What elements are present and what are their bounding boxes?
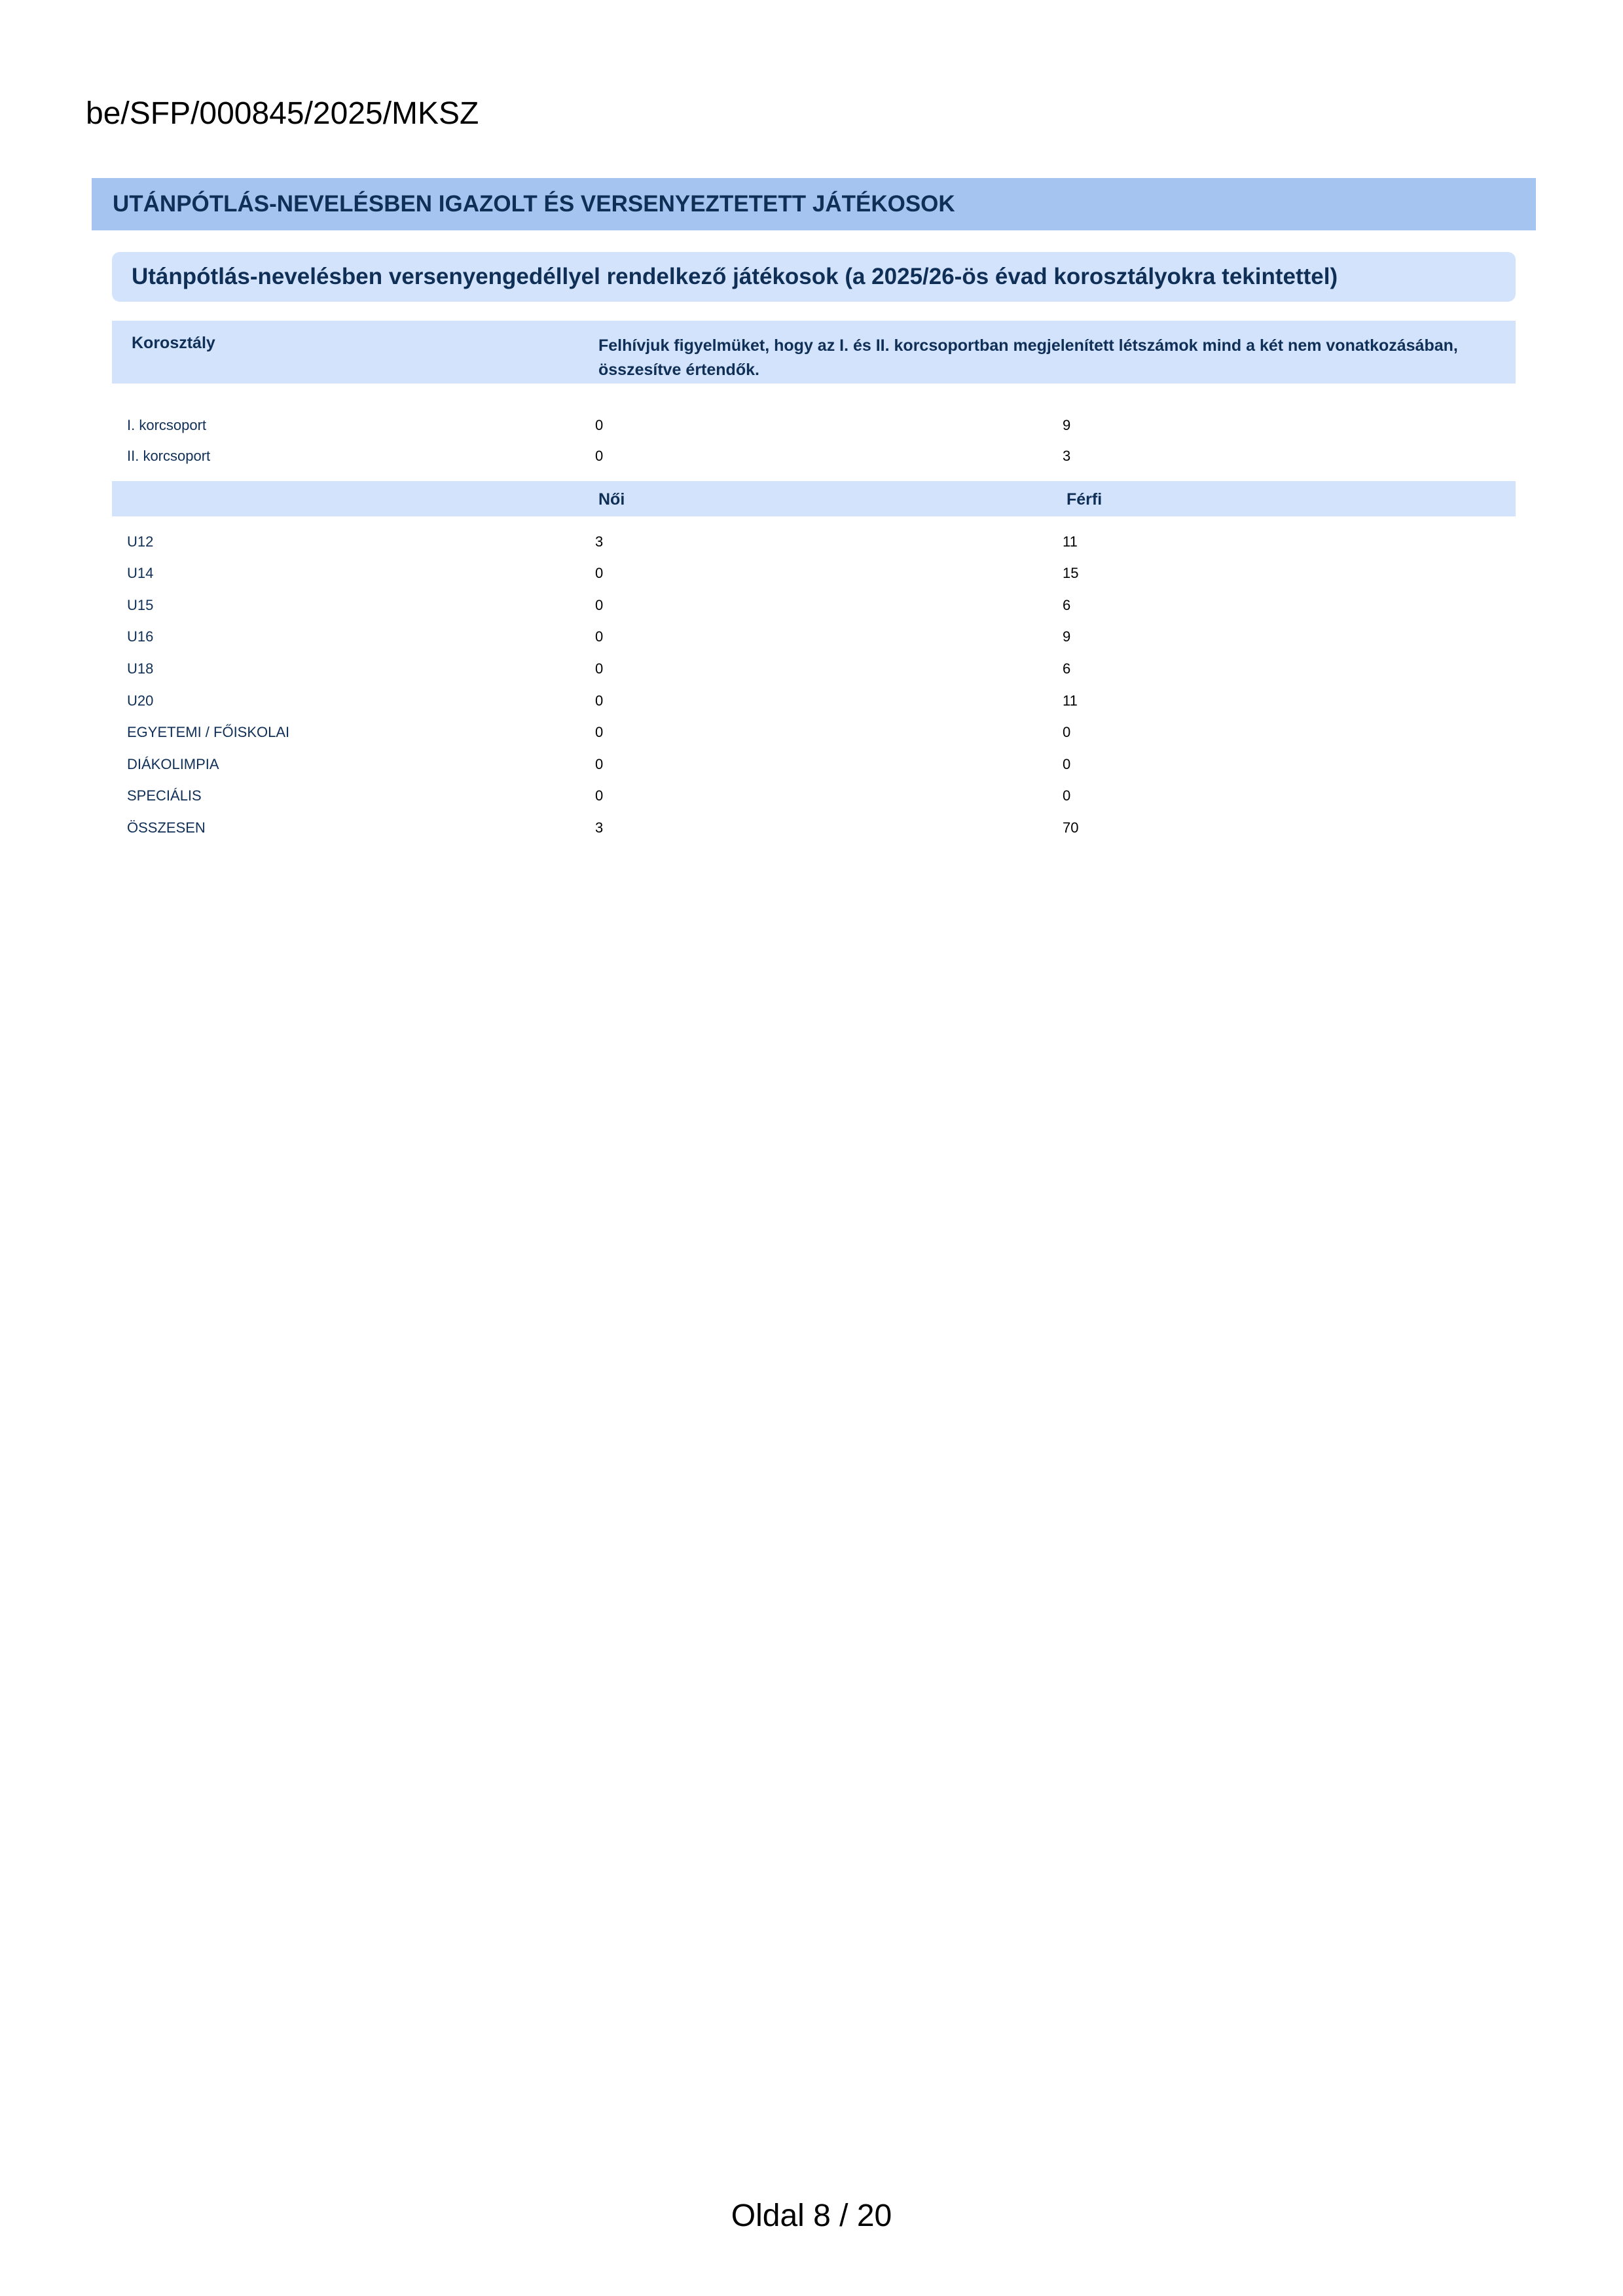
male-count: 6 <box>1063 597 1071 613</box>
row-value: 9 <box>1063 417 1071 433</box>
table-row <box>112 441 1516 471</box>
subsection-header <box>112 252 1516 302</box>
subsection-title: Utánpótlás-nevelésben versenyengedéllyel rendelkező játékosok (a 2025/26-ös évad korosztályokra tekintettel) <box>132 264 1338 289</box>
column-header-male: Férfi <box>1067 490 1103 509</box>
table-row <box>112 717 1516 747</box>
table-row <box>112 558 1516 588</box>
male-count: 0 <box>1063 787 1071 804</box>
row-label: SPECIÁLIS <box>127 787 202 804</box>
table-row <box>112 749 1516 780</box>
table-row <box>112 781 1516 811</box>
row-label: U14 <box>127 565 154 581</box>
column-header-female: Női <box>598 490 625 509</box>
female-count: 3 <box>595 533 604 550</box>
table-row <box>112 654 1516 684</box>
table-note: Felhívjuk figyelmüket, hogy az I. és II. korcsoportban megjelenített létszámok mind a két nem vonatkozásában, összesítve értendők. <box>598 336 1458 379</box>
table-row <box>112 686 1516 716</box>
gender-header <box>112 481 1516 516</box>
male-count: 9 <box>1063 628 1071 645</box>
page-number: Oldal 8 / 20 <box>731 2198 892 2233</box>
section-title: UTÁNPÓTLÁS-NEVELÉSBEN IGAZOLT ÉS VERSENYEZTETETT JÁTÉKOSOK <box>113 191 955 217</box>
male-count: 70 <box>1063 819 1079 836</box>
row-value: 0 <box>595 448 604 464</box>
male-count: 11 <box>1063 533 1078 550</box>
male-count: 15 <box>1063 565 1079 581</box>
row-label: U15 <box>127 597 154 613</box>
female-count: 0 <box>595 628 604 645</box>
row-label: U18 <box>127 660 154 677</box>
table-row-total <box>112 813 1516 843</box>
female-count: 0 <box>595 692 604 709</box>
document-id: be/SFP/000845/2025/MKSZ <box>86 96 479 131</box>
column-header-age-group: Korosztály <box>132 334 215 352</box>
row-label: U20 <box>127 692 154 709</box>
female-count: 0 <box>595 787 604 804</box>
table-row <box>112 527 1516 557</box>
female-count: 0 <box>595 597 604 613</box>
female-count: 0 <box>595 565 604 581</box>
female-count: 0 <box>595 660 604 677</box>
table-header <box>112 321 1516 384</box>
table-row <box>112 410 1516 440</box>
male-count: 6 <box>1063 660 1071 677</box>
row-value: 0 <box>595 417 604 433</box>
section-header <box>92 178 1536 230</box>
row-label: U12 <box>127 533 154 550</box>
row-label: DIÁKOLIMPIA <box>127 756 219 772</box>
row-value: 3 <box>1063 448 1071 464</box>
female-count: 0 <box>595 756 604 772</box>
female-count: 0 <box>595 724 604 740</box>
table-row <box>112 590 1516 620</box>
row-label: II. korcsoport <box>127 448 211 464</box>
male-count: 11 <box>1063 692 1078 709</box>
female-count: 3 <box>595 819 604 836</box>
male-count: 0 <box>1063 724 1071 740</box>
row-label: I. korcsoport <box>127 417 207 433</box>
row-label: U16 <box>127 628 154 645</box>
table-row <box>112 622 1516 652</box>
male-count: 0 <box>1063 756 1071 772</box>
row-label: EGYETEMI / FŐISKOLAI <box>127 724 290 740</box>
row-label: ÖSSZESEN <box>127 819 206 836</box>
